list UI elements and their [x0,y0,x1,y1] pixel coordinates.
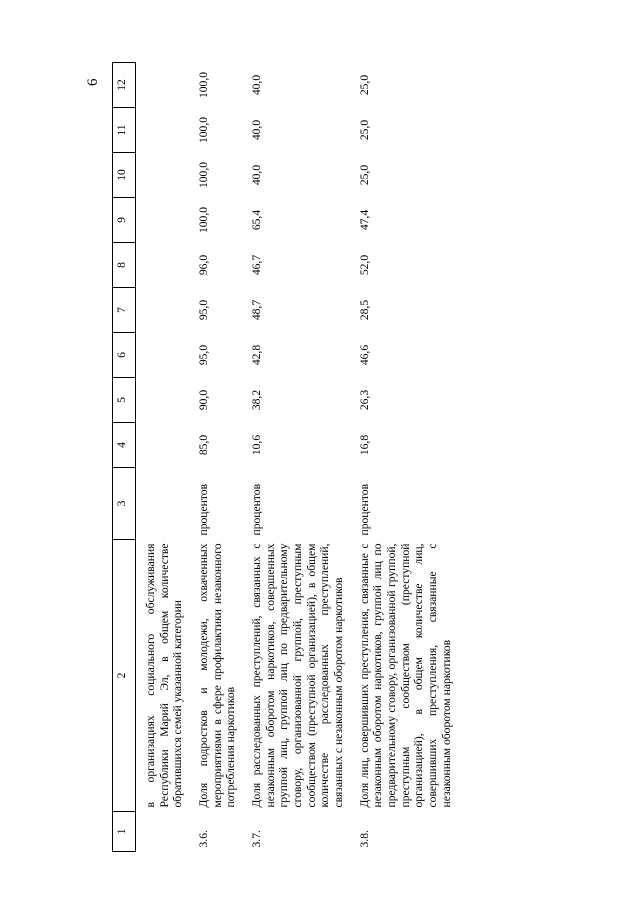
value-cell: 42,8 [250,344,264,366]
value-cell: 96,0 [197,254,211,276]
value-cell [136,288,190,333]
unit-cell: процентов [250,483,264,536]
value-cell: 26,3 [357,389,371,411]
value-cell: 46,6 [357,344,371,366]
indicator-table [112,62,457,852]
indicator-description: Доля лиц, совершивших преступления, связанные с незаконным оборотом наркотиков, группой лиц по предварительному сговору, организованной группой, преступным сообществом (преступной организацией), в общем количестве лиц, совершивших преступления, связанные с незаконным оборотом наркотиков [357,543,453,808]
value-cell: 100,0 [197,71,211,99]
value-cell: 40,0 [250,74,264,96]
value-cell [136,198,190,243]
indicator-table-rotated [112,62,532,852]
value-cell [136,63,190,108]
value-cell [136,243,190,288]
value-cell: 47,4 [357,209,371,231]
value-cell: 46,7 [250,254,264,276]
column-header: 11 [113,108,136,153]
value-cell: 90,0 [197,389,211,411]
value-cell: 16,8 [357,434,371,456]
value-cell: 65,4 [250,209,264,231]
value-cell: 100,0 [197,116,211,144]
value-cell: 95,0 [197,344,211,366]
table-row [189,63,242,852]
value-cell: 25,0 [357,164,371,186]
column-header: 9 [113,198,136,243]
value-cell [136,378,190,423]
value-cell: 52,0 [357,254,371,276]
column-header: 3 [113,468,136,540]
value-cell: 48,7 [250,299,264,321]
value-cell: 85,0 [197,434,211,456]
table-row [136,63,190,852]
column-header: 1 [113,812,136,852]
table-row [242,63,350,852]
column-header: 6 [113,333,136,378]
value-cell: 38,2 [250,389,264,411]
row-number: 3.6. [197,830,211,848]
value-cell: 10,6 [250,434,264,456]
value-cell [136,333,190,378]
row-number [136,812,190,852]
unit-cell [136,468,190,540]
row-number: 3.7. [250,830,264,848]
column-header: 10 [113,153,136,198]
value-cell: 25,0 [357,119,371,141]
indicator-description: в организациях социального обслуживания Республики Марий Эл, в общем количестве обратившихся семей указанной категории [144,543,185,808]
unit-cell: процентов [357,483,371,536]
value-cell: 100,0 [197,206,211,234]
column-header: 5 [113,378,136,423]
row-number: 3.8. [357,830,371,848]
column-header: 2 [113,540,136,812]
value-cell [136,153,190,198]
value-cell: 40,0 [250,119,264,141]
unit-cell: процентов [197,483,211,536]
column-header: 7 [113,288,136,333]
value-cell: 28,5 [357,299,371,321]
table-header-row [113,63,136,852]
value-cell: 100,0 [197,161,211,189]
value-cell: 40,0 [250,164,264,186]
value-cell: 95,0 [197,299,211,321]
value-cell: 25,0 [357,74,371,96]
indicator-description: Доля подростков и молодежи, охваченных мероприятиями в сфере профилактики незаконного потребления наркотиков [197,543,238,808]
indicator-description: Доля расследованных преступлений, связанных с незаконным оборотом наркотиков, совершенных группой лиц, группой лиц по предварительному сговору, организованной группой, преступным сообществом (преступной организацией), в общем количестве расследованных преступлений, связанных с незаконным оборотом наркотиков [250,543,346,808]
table-row [350,63,458,852]
value-cell [136,108,190,153]
column-header: 12 [113,63,136,108]
column-header: 8 [113,243,136,288]
column-header: 4 [113,423,136,468]
value-cell [136,423,190,468]
page-number: 6 [85,78,101,86]
